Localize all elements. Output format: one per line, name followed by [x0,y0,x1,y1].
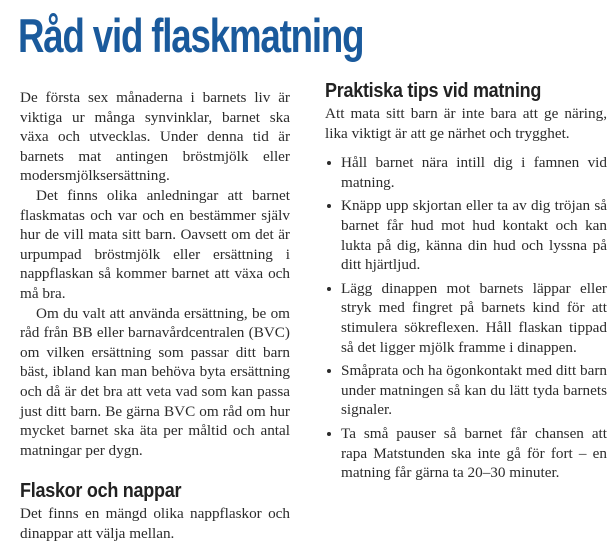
bottles-paragraph: Det finns en mängd olika nappflaskor och dinappar att välja mellan. [20,505,290,542]
tips-intro: Att mata sitt barn är inte bara att ge näring, lika viktigt är att ge närhet och trygghet. [325,105,607,142]
tips-heading: Praktiska tips vid matning [325,80,542,102]
list-item [325,153,607,192]
bullet-icon [327,287,331,291]
bullet-icon [327,204,331,208]
list-item-text: Håll barnet nära intill dig i famnen vid matning. [341,154,607,191]
formula-advice-paragraph: Om du valt att använda ersättning, be om råd från BB eller barnavårdcentralen (BVC) om vilken ersättning som passar ditt barn bäst, ibland kan man behöva byta ersättning och då är det bra att veta vad som kan passa just ditt barn. Be gärna BVC om råd om hur mycket barnet ska äta per måltid och antal matningar per dygn. [20,304,290,459]
bullet-icon [327,369,331,373]
bullet-icon [327,432,331,436]
tips-list [325,153,607,483]
list-item [325,424,607,483]
list-item-text: Lägg dinappen mot barnets läppar eller stryk med fingret på barnets kind för att stimulera sökreflexen. Håll flaskan tippad så det ligger mjölk framme i dinappen. [341,279,607,356]
list-item-text: Småprata och ha ögonkontakt med ditt barn under matningen så kan du lätt tyda barnets signaler. [341,362,607,419]
list-item [325,196,607,274]
list-item [325,279,607,357]
list-item-text: Knäpp upp skjortan eller ta av dig tröjan så barnet får hud mot hud kontakt och kan lukta på dig, känna din hud och lyssna på ditt hjärtljud. [341,197,607,274]
right-column [325,78,607,487]
bottles-heading: Flaskor och nappar [20,480,182,503]
bullet-icon [327,161,331,165]
bottles-section [20,478,290,543]
page-title: Råd vid flaskmatning [18,9,364,62]
left-column [20,88,290,543]
intro-paragraph: De första sex månaderna i barnets liv är viktiga ur många synvinklar, barnet ska växa och utvecklas. Under denna tid är barnets mat antingen bröstmjölk eller modersmjölksersättning. [20,89,290,185]
list-item-text: Ta små pauser så barnet får chansen att rapa Matstunden ska inte gå för fort – en matning får gärna ta 20–30 minuter. [341,424,607,482]
reasons-paragraph: Det finns olika anledningar att barnet flaskmatas och var och en bestämmer själv hur de vill mata sitt barn. Oavsett om det är urpumpad bröstmjölk eller ersättning i nappflaskan så kommer barnet att växa och må bra. [20,186,290,302]
list-item [325,361,607,420]
